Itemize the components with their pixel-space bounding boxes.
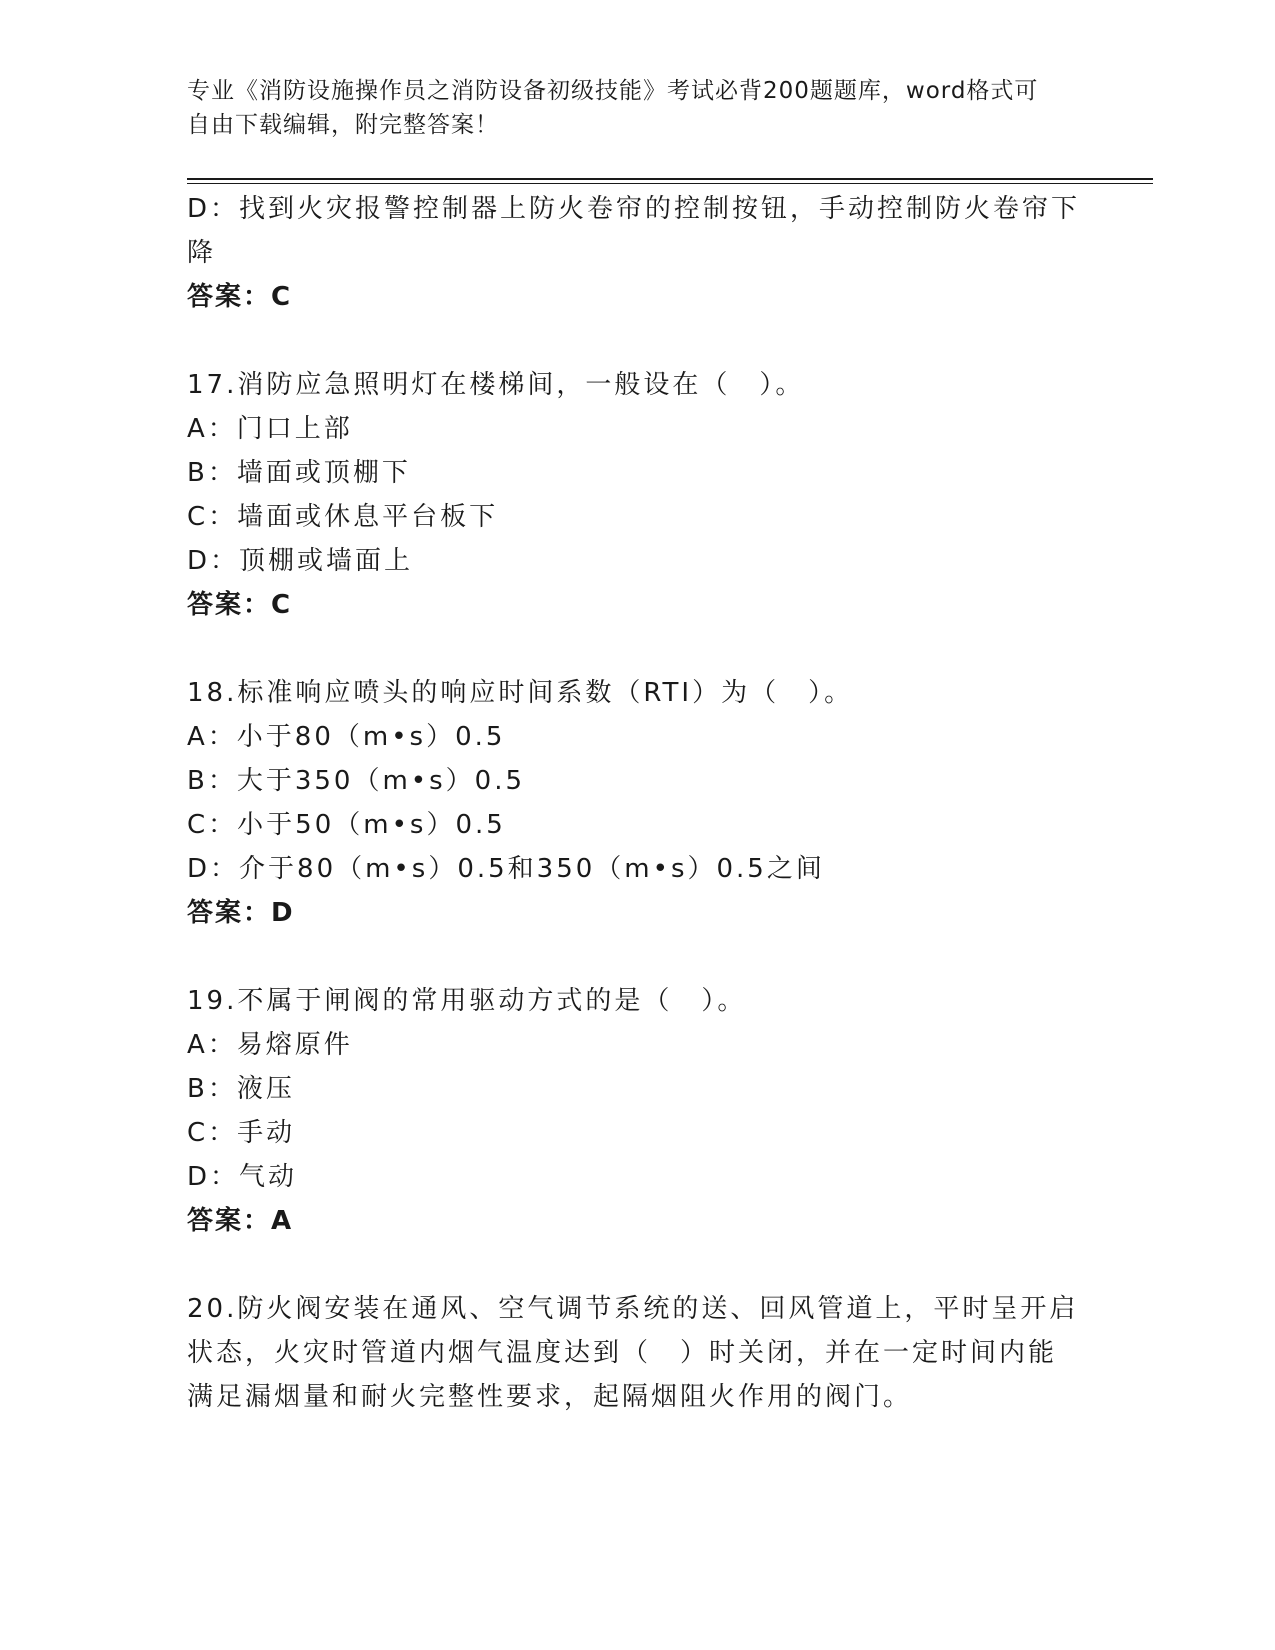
q19-question: 19.不属于闸阀的常用驱动方式的是（ ）。 xyxy=(187,986,747,1016)
q17-option-d: D：顶棚或墙面上 xyxy=(187,546,414,576)
q20-question-line-1: 20.防火阀安装在通风、空气调节系统的送、回风管道上，平时呈开启 xyxy=(187,1294,1079,1324)
q18-option-d: D：介于80（m•s）0.5和350（m•s）0.5之间 xyxy=(187,854,825,884)
q17-answer: 答案：C xyxy=(187,590,293,620)
header-line-2: 自由下载编辑，附完整答案！ xyxy=(187,112,499,138)
q18-answer: 答案：D xyxy=(187,898,295,928)
q17-option-a: A：门口上部 xyxy=(187,414,353,444)
header-line-1: 专业《消防设施操作员之消防设备初级技能》考试必背200题题库，word格式可 xyxy=(187,78,1039,104)
q19-option-b: B：液压 xyxy=(187,1074,295,1104)
q16-option-d-line-2: 降 xyxy=(187,238,217,268)
q16-option-d-line-1: D：找到火灾报警控制器上防火卷帘的控制按钮，手动控制防火卷帘下 xyxy=(187,194,1081,224)
q18-question: 18.标准响应喷头的响应时间系数（RTI）为（ ）。 xyxy=(187,678,854,708)
q18-option-c: C：小于50（m•s）0.5 xyxy=(187,810,506,840)
q19-option-a: A：易熔原件 xyxy=(187,1030,353,1060)
document-header xyxy=(187,74,1087,142)
header-divider-thin xyxy=(187,183,1153,184)
q19-answer: 答案：A xyxy=(187,1206,294,1236)
q20-question-line-2: 状态，火灾时管道内烟气温度达到（ ）时关闭，并在一定时间内能 xyxy=(187,1338,1058,1368)
q17-option-c: C：墙面或休息平台板下 xyxy=(187,502,499,532)
q16-answer: 答案：C xyxy=(187,282,293,312)
q19-option-d: D：气动 xyxy=(187,1162,298,1192)
q18-option-b: B：大于350（m•s）0.5 xyxy=(187,766,526,796)
q17-question: 17.消防应急照明灯在楼梯间，一般设在（ ）。 xyxy=(187,370,805,400)
q18-option-a: A：小于80（m•s）0.5 xyxy=(187,722,506,752)
q19-option-c: C：手动 xyxy=(187,1118,296,1148)
q17-option-b: B：墙面或顶棚下 xyxy=(187,458,411,488)
q20-question-line-3: 满足漏烟量和耐火完整性要求，起隔烟阻火作用的阀门。 xyxy=(187,1382,913,1412)
header-divider-thick xyxy=(187,178,1153,180)
